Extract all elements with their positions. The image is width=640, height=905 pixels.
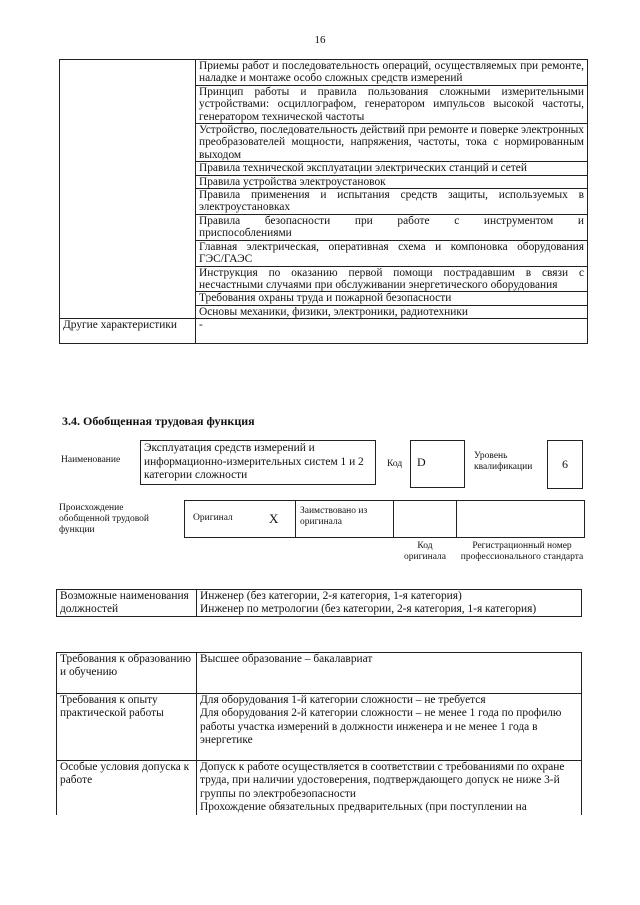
original-label: Оригинал: [193, 513, 233, 523]
education-label: Требования к образованию и обучению: [57, 653, 197, 694]
section-heading: 3.4. Обобщенная трудовая функция: [62, 414, 255, 428]
code-label: Код: [387, 459, 403, 469]
knowledge-row: Принцип работы и правила пользования сложными измерительными устройствами: осциллографом, генератором импульсов высокой частоты, генератором технической частоты: [196, 85, 588, 123]
original-mark: X: [269, 511, 279, 526]
page-number: 16: [314, 34, 326, 46]
requirements-table: [56, 652, 582, 815]
borrowed-label: Заимствовано из оригинала: [300, 506, 368, 527]
admission-value: Допуск к работе осуществляется в соответствии с требованиями по охране труда, при наличии удостоверения, подтверждающего допуск не ниже 3-й группы по электробезопасности Прохождение обязательных предварительных (при поступлении на: [197, 761, 582, 815]
admission-label: Особые условия допуска к работе: [57, 761, 197, 815]
origin-label: Происхождение обобщенной трудовой функции: [59, 503, 149, 535]
level-label: Уровень квалификации: [474, 451, 533, 472]
knowledge-row: Главная электрическая, оперативная схема и компоновка оборудования ГЭС/ГАЭС: [196, 240, 588, 266]
code-original-caption: Код оригинала: [404, 541, 446, 562]
other-label: Другие характеристики: [60, 319, 196, 344]
knowledge-row: Приемы работ и последовательность операций, осуществляемых при ремонте, наладке и монтаже особо сложных средств измерений: [196, 60, 588, 86]
empty-label-cell: [60, 60, 196, 319]
reg-number-caption: Регистрационный номер профессионального стандарта: [460, 541, 584, 562]
experience-value: Для оборудования 1-й категории сложности – не требуется Для оборудования 2-й категории сложности – не менее 1 года по профилю работы участка измерений в должности инженера и не менее 1 года в энергетике: [197, 694, 582, 761]
code-value: D: [410, 440, 465, 488]
knowledge-row: Устройство, последовательность действий при ремонте и поверке электронных преобразователей мощности, напряжения, частоты, тока с нормированным выходом: [196, 124, 588, 162]
knowledge-row: Правила безопасности при работе с инструментом и приспособлениями: [196, 214, 588, 240]
education-value: Высшее образование – бакалавриат: [197, 653, 582, 694]
level-value: 6: [547, 440, 583, 489]
knowledge-table: [59, 59, 588, 344]
name-label: Наименование: [61, 455, 121, 465]
position-line: Инженер (без категории, 2-я категория, 1-я категория): [200, 590, 462, 602]
experience-label: Требования к опыту практической работы: [57, 694, 197, 761]
position-line: Инженер по метрологии (без категории, 2-я категория, 1-я категория): [200, 603, 537, 615]
knowledge-row: Правила устройства электроустановок: [196, 175, 588, 188]
positions-label: Возможные наименования должностей: [57, 590, 197, 617]
positions-table: [56, 589, 582, 617]
knowledge-row: Требования охраны труда и пожарной безопасности: [196, 292, 588, 305]
knowledge-row: Правила применения и испытания средств защиты, используемых в электроустановках: [196, 189, 588, 215]
knowledge-row: Основы механики, физики, электроники, радиотехники: [196, 305, 588, 318]
other-value: -: [196, 319, 588, 344]
positions-value: [197, 590, 582, 617]
knowledge-row: Инструкция по оказанию первой помощи пострадавшим в связи с несчастными случаями при обслуживании энергетического оборудования: [196, 266, 588, 292]
knowledge-row: Правила технической эксплуатации электрических станций и сетей: [196, 162, 588, 175]
name-value: Эксплуатация средств измерений и информационно-измерительных систем 1 и 2 категории сложности: [140, 440, 376, 485]
